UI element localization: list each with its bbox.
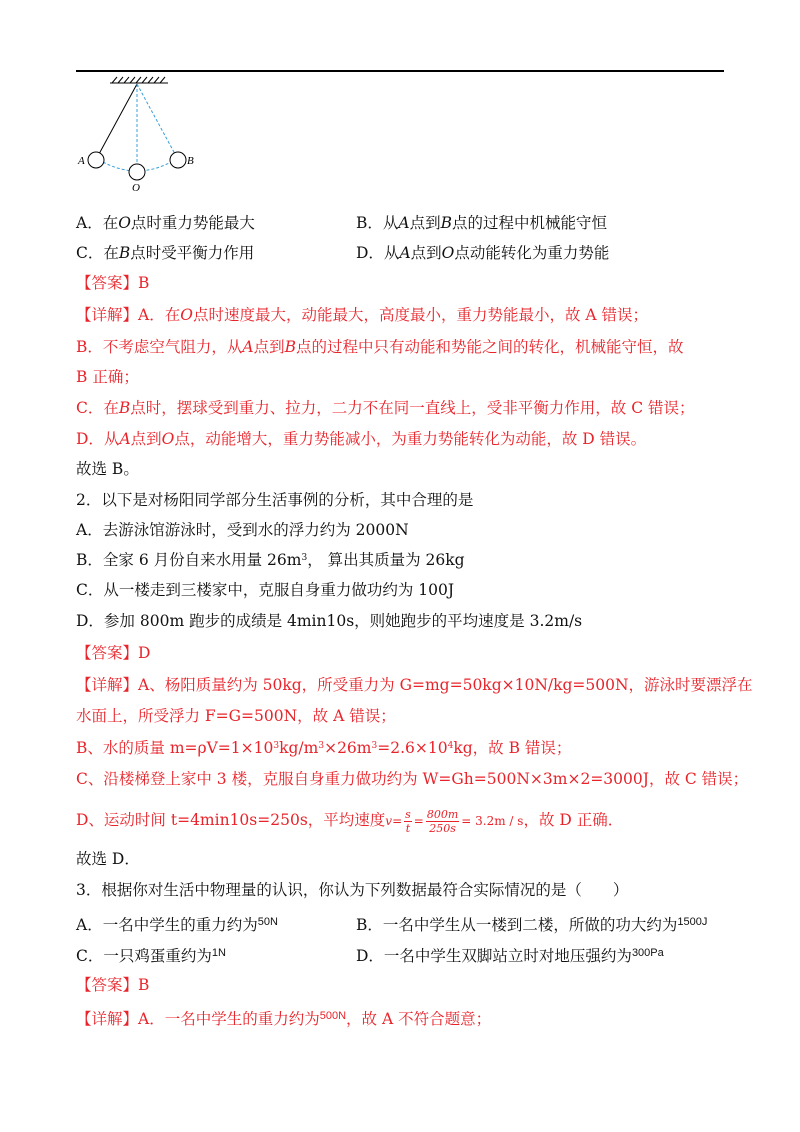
- q1-option-a: A．在O点时重力势能最大: [76, 214, 255, 232]
- q2-option-b: B．全家 6 月份自来水用量 $26m^3$， 算出其质量为 26kg: [76, 551, 465, 569]
- q1-detail-d: D．从A点到O点，动能增大，重力势能减小，为重力势能转化为动能，故 D 错误。: [76, 430, 647, 448]
- q1-option-c: C．在B点时受平衡力作用: [76, 244, 255, 262]
- q3-detail-a: 【详解】A．一名中学生的重力约为$^{500N}$，故 A 不符合题意；: [76, 1010, 492, 1028]
- q2-option-c: C．从一楼走到三楼家中，克服自身重力做功约为 100J: [76, 581, 455, 599]
- q3-option-b: B．一名中学生从一楼到二楼，所做的功大约为$^{1500J}$: [356, 916, 708, 934]
- header-rule: [76, 70, 724, 72]
- label-b: B: [187, 155, 194, 167]
- q3-option-a: A．一名中学生的重力约为$^{50N}$: [76, 916, 278, 934]
- ball-a: [88, 152, 104, 168]
- ball-b: [170, 152, 186, 168]
- ceiling-hatch: [110, 77, 168, 83]
- fraction-800-over-250: $\frac{800m}{250s}$: [426, 807, 459, 835]
- q2-option-d: D．参加 800m 跑步的成绩是 4min10s，则她跑步的平均速度是 3.2m/s: [76, 612, 583, 630]
- q2-detail-b: B、水的质量 $m=\rho V=1\times 10^3kg/m^3\times 26m^3=2.6\times 10^4kg$，故 B 错误；: [76, 739, 572, 757]
- label-a: A: [78, 155, 85, 167]
- fraction-s-over-t: $\frac{s}{t}$: [405, 807, 411, 835]
- q1-detail-b-cont: B 正确；: [76, 368, 139, 386]
- q3-answer: 【答案】B: [76, 976, 150, 994]
- q3-option-d: D．一名中学生双脚站立时对地压强约为$^{300Pa}$: [356, 947, 664, 965]
- q1-conclusion: 故选 B。: [76, 460, 139, 478]
- q3-option-c: C．一只鸡蛋重约为$^{1N}$: [76, 947, 226, 965]
- q2-detail-d: D、运动时间 t=4min10s=250s，平均速度v= $\frac{s}{t}$ = $\frac{800m}{250s}$ = 3.2m / s，故 D 正确．: [76, 807, 624, 835]
- label-o: O: [132, 182, 140, 194]
- dashed-string-b: [137, 84, 175, 154]
- q1-option-d: D．从A点到O点动能转化为重力势能: [356, 244, 610, 262]
- pendulum-string: [99, 84, 137, 154]
- q2-detail-c: C、沿楼梯登上家中 3 楼，克服自身重力做功约为 W=Gh=500N×3m×2=3000J，故 C 错误；: [76, 770, 749, 788]
- q2-stem: 2．以下是对杨阳同学部分生活事例的分析，其中合理的是: [76, 491, 474, 509]
- q1-detail-b: B．不考虑空气阻力，从A点到B点的过程中只有动能和势能之间的转化，机械能守恒，故: [76, 338, 684, 356]
- q1-detail-a: 【详解】A．在O点时速度最大，动能最大，高度最小，重力势能最小，故 A 错误；: [76, 306, 648, 324]
- q3-stem: 3．根据你对生活中物理量的认识，你认为下列数据最符合实际情况的是（ ）: [76, 881, 629, 899]
- q2-detail-a-cont: 水面上，所受浮力 F=G=500N，故 A 错误；: [76, 707, 396, 725]
- q1-option-b: B．从A点到B点的过程中机械能守恒: [356, 214, 608, 232]
- q2-conclusion: 故选 D．: [76, 850, 140, 868]
- q2-option-a: A．去游泳馆游泳时，受到水的浮力约为 2000N: [76, 521, 409, 539]
- pendulum-figure: [76, 76, 226, 196]
- q2-answer: 【答案】D: [76, 644, 151, 662]
- q1-answer: 【答案】B: [76, 274, 150, 292]
- q2-detail-a: 【详解】A、杨阳质量约为 50kg，所受重力为 G=mg=50kg×10N/kg=500N，游泳时要漂浮在: [76, 676, 753, 694]
- q1-detail-c: C．在B点时，摆球受到重力、拉力，二力不在同一直线上，受非平衡力作用，故 C 错误；: [76, 399, 695, 417]
- ball-o: [129, 164, 145, 180]
